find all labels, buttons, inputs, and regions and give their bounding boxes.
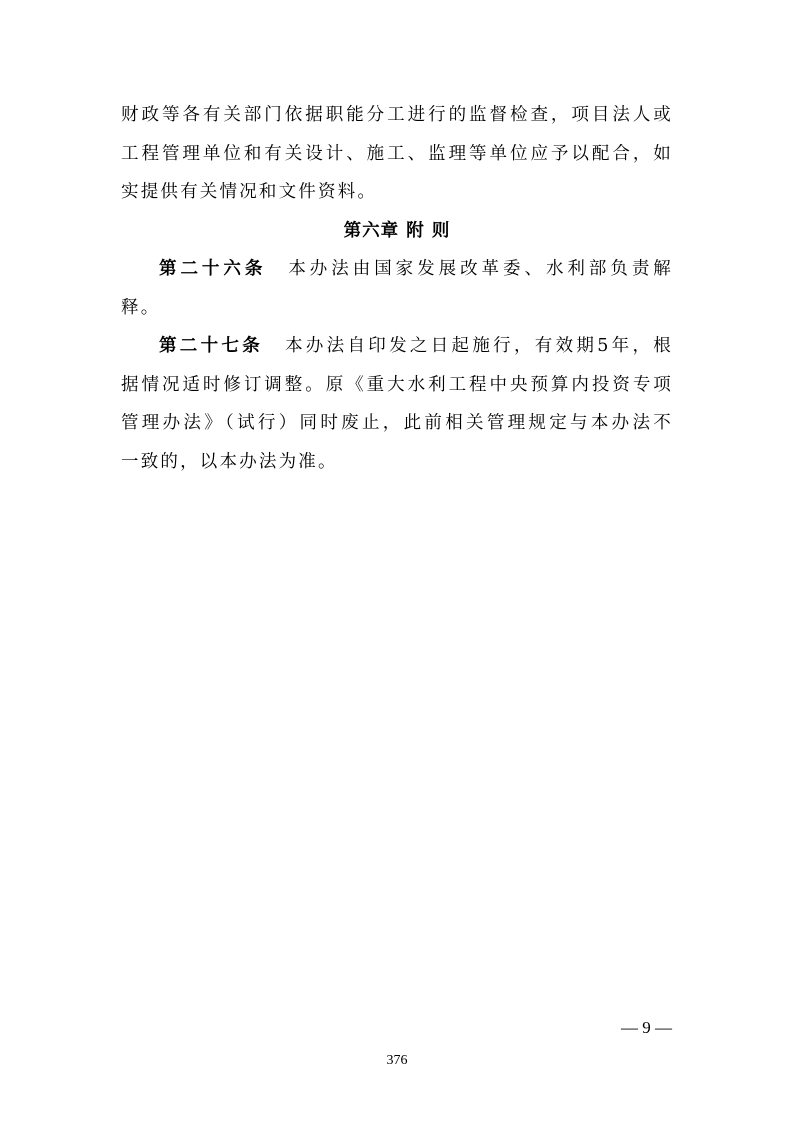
article-26-label: 第二十六条: [159, 259, 267, 279]
article-27-line: [121, 327, 673, 366]
article-26-line: [121, 250, 673, 289]
article-26-text: 本办法由国家发展改革委、水利部负责解: [288, 259, 673, 279]
text-line: 管理办法》（试行）同时废止，此前相关管理规定与本办法不: [121, 413, 673, 433]
article-27-label: 第二十七条: [159, 336, 264, 356]
chapter-title: 第六章 附 则: [343, 220, 451, 241]
page-number: — 9 —: [621, 1018, 672, 1037]
text-line: 据情况适时修订调整。原《重大水利工程中央预算内投资专项: [121, 374, 673, 395]
text-line: 一致的，以本办法为准。: [121, 451, 338, 472]
text-line: 释。: [121, 297, 161, 318]
article-27-text: 本办法自印发之日起施行，有效期5年，根: [285, 336, 674, 356]
footer-page-number: 376: [386, 1053, 408, 1068]
text-line: 财政等各有关部门依据职能分工进行的监督检查，项目法人或: [121, 105, 673, 125]
text-line: 实提供有关情况和文件资料。: [121, 182, 378, 202]
document-body: [121, 96, 673, 481]
text-line: 工程管理单位和有关设计、施工、监理等单位应予以配合，如: [121, 143, 673, 164]
